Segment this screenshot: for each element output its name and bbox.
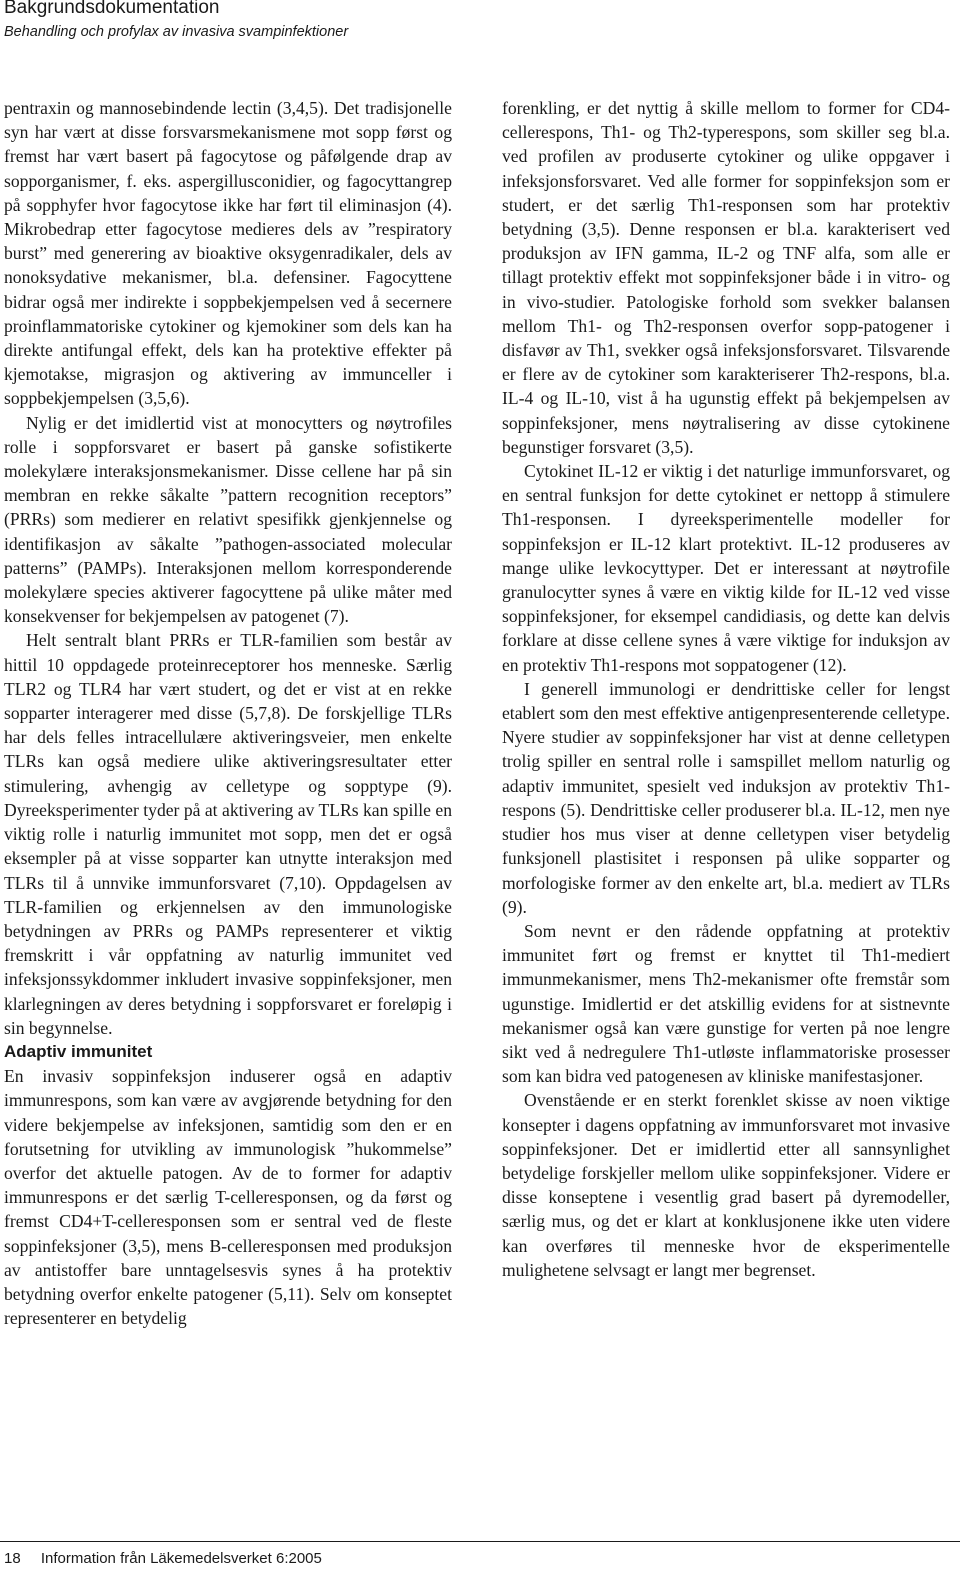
body-columns [4,96,950,1514]
section-heading: Adaptiv immunitet [4,1041,153,1061]
paragraph: Nylig er det imidlertid vist at monocytters og nøytrofiles rolle i soppforsvaret er basert på ganske sofistikerte molekylære interaksjonsmekanismer. Disse cellene har på sin membran en rekke såkalte ”pattern recognition receptors” (PRRs) som medierer en relativt spesifikk gjenkjennelse og identifikasjon av såkalte ”pathogen-associated molecular patterns” (PAMPs). Interaksjonen mellom korresponderende molekylære species aktiverer fagocyttene på ulike måter med konsekvenser for bekjempelsen av patogenet (7). [4,412,452,627]
document-title: Behandling och profylax av invasiva svampinfektioner [4,24,349,40]
paragraph: Som nevnt er den rådende oppfatning at protektiv immunitet ført og fremst er knyttet til Th1-mediert immunmekanismer, mens Th2-mekanismer ofte fremstår som ugunstige. Imidlertid er det atskillig evidens for at sistnevnte mekanismer også kan være gunstige for verten på noe lengre sikt ved å nedregulere Th1-utløste inflammatoriske prosesser som kan bidra ved patogenesen av kliniske manifestasjoner. [502,920,950,1087]
left-column [4,96,452,1514]
paragraph: En invasiv soppinfeksjon induserer også en adaptiv immunrespons, som kan være av avgjørende betydning for den videre bekjempelse av infeksjonen, samtidig som den er en forutsetning for utvikling av immunologisk ”hukommelse” overfor det aktuelle patogen. Av de to former for adaptiv immunrespons er det særlig T-celleresponsen, og da først og fremst CD4+T-celleresponsen som er sentral ved de fleste soppinfeksjoner (3,5), mens B-celleresponsen med produksjon av antistoffer bare unntagelsesvis synes å ha protektiv betydning overfor enkelte patogener (5,11). Selv om konseptet representerer en betydelig [4,1066,452,1329]
section-title: Bakgrundsdokumentation [4,0,220,18]
right-column [502,96,950,1514]
paragraph: forenkling, er det nyttig å skille mellom to former for CD4-cellerespons, Th1- og Th2-typerespons, som skiller seg bl.a. ved profilen av produserte cytokiner og ulike oppgaver i infeksjonsforsvaret. Ved alle former for soppinfeksjon som er studert, er det særlig Th1-responsen som har protektiv betydning (3,5). Denne responsen er bl.a. karakterisert ved produksjon av IFN gamma, IL-2 og TNF alfa, som alle er tillagt protektiv effekt mot soppinfeksjoner både i in vitro- og in vivo-studier. Patologiske forhold som svekker balansen mellom Th1- og Th2-responsen overfor sopp-patogener i disfavør av Th1, svekker også infeksjonsforsvaret. Tilsvarende er flere av de cytokiner som karakteriserer Th2-respons, bl.a. IL-4 og IL-10, vist å ha ugunstig effekt på bekjempelsen av soppinfeksjoner, mens nøytralisering av disse cytokinene begunstiger forsvaret (3,5). [502,98,950,457]
page-header [4,0,954,41]
footer-divider [0,1541,960,1542]
paragraph: Helt sentralt blant PRRs er TLR-familien som består av hittil 10 oppdagede proteinreceptorer hos menneske. Særlig TLR2 og TLR4 har vært studert, og det er vist at en rekke sopparter interagerer med disse (5,7,8). De forskjellige TLRs har dels felles intracellulære aktiveringsveier, men enkelte TLRs kan også mediere ulike aktiveringsresultater etter stimulering, avhengig av celletype og sopptype (9). Dyreeksperimenter tyder på at aktivering av TLRs kan spille en viktig rolle i naturlig immunitet mot sopp, men det er også eksempler på at visse sopparter kan utnytte interaksjon med TLRs til å unnvike immunforsvaret (7,10). Oppdagelsen av TLR-familien og erkjennelsen av den immunologiske betydningen av PRRs og PAMPs representerer et viktig fremskritt i vår oppfatning av naturlig immunitet ved infeksjonssykdommer inkludert invasive soppinfeksjoner, men klarlegningen av deres betydning i soppforsvaret er foreløpig i sin begynnelse. [4,630,452,1038]
paragraph: I generell immunologi er dendrittiske celler for lengst etablert som den mest effektive antigenpresenterende celletype. Nyere studier av soppinfeksjoner har vist at denne celletypen trolig spiller en sentral rolle i samspillet mellom naturlig og adaptiv immunitet, spesielt ved induksjon av protektiv Th1-respons (5). Dendrittiske celler produserer bl.a. IL-12, men nye studier hos mus viser at denne celletypen viser betydelig funksjonell plastisitet i responsen på ulike sopparter og morfologiske former av den enkelte art, bl.a. mediert av TLRs (9). [502,678,950,917]
paragraph: Cytokinet IL-12 er viktig i det naturlige immunforsvaret, og en sentral funksjon for dette cytokinet er nettopp å stimulere Th1-responsen. I dyreeksperimentelle modeller for soppinfeksjon er IL-12 klart protektivt. IL-12 produseres av mange ulike levkocyttyper. Det er interessant at nøytrofile granulocytter synes å være en viktig kilde for IL-12 ved visse soppinfeksjoner, for eksempel candidiasis, og dette kan delvis forklare at disse cellene synes å være viktige for induksjon av en protektiv Th1-respons mot soppatogener (12). [502,461,950,675]
page-number: 18 [4,1550,21,1567]
paragraph: Ovenstående er en sterkt forenklet skisse av noen viktige konsepter i dagens oppfatning av immunforsvaret mot invasive soppinfeksjoner. Det er imidlertid etter all sannsynlighet betydelige forskjeller mellom ulike soppinfeksjoner. Videre er disse konseptene i vesentlig grad basert på dyremodeller, særlig mus, og det er klart at konklusjonene ikke uten videre kan overføres til menneske hvor de eksperimentelle mulighetene selvsagt er langt mer begrenset. [502,1090,950,1280]
publication-name: Information från Läkemedelsverket 6:2005 [40,1550,322,1567]
paragraph: pentraxin og mannosebindende lectin (3,4,5). Det tradisjonelle syn har vært at disse forsvarsmekanismene mot sopp først og fremst har vært basert på fagocytose og påfølgende drap av sopporganismer, f. eks. aspergillusconidier, og fagocyttangrep på sopphyfer hvor fagocytose ikke har ført til eliminasjon (4). Mikrobedrap etter fagocytose medieres dels av ”respiratory burst” med generering av bioaktive oksygenradikaler, dels av nonoksydative mekanismer, bl.a. defensiner. Fagocyttene bidrar også mer indirekte i soppbekjempelsen ved å secernere proinflammatoriske cytokiner og kjemokiner som dels kan ha direkte antifungal effekt, dels kan ha protektive effekter på kjemotakse, migrasjon og aktivering av immunceller i soppbekjempelsen (3,5,6). [4,98,452,409]
page-footer [4,1550,604,1568]
